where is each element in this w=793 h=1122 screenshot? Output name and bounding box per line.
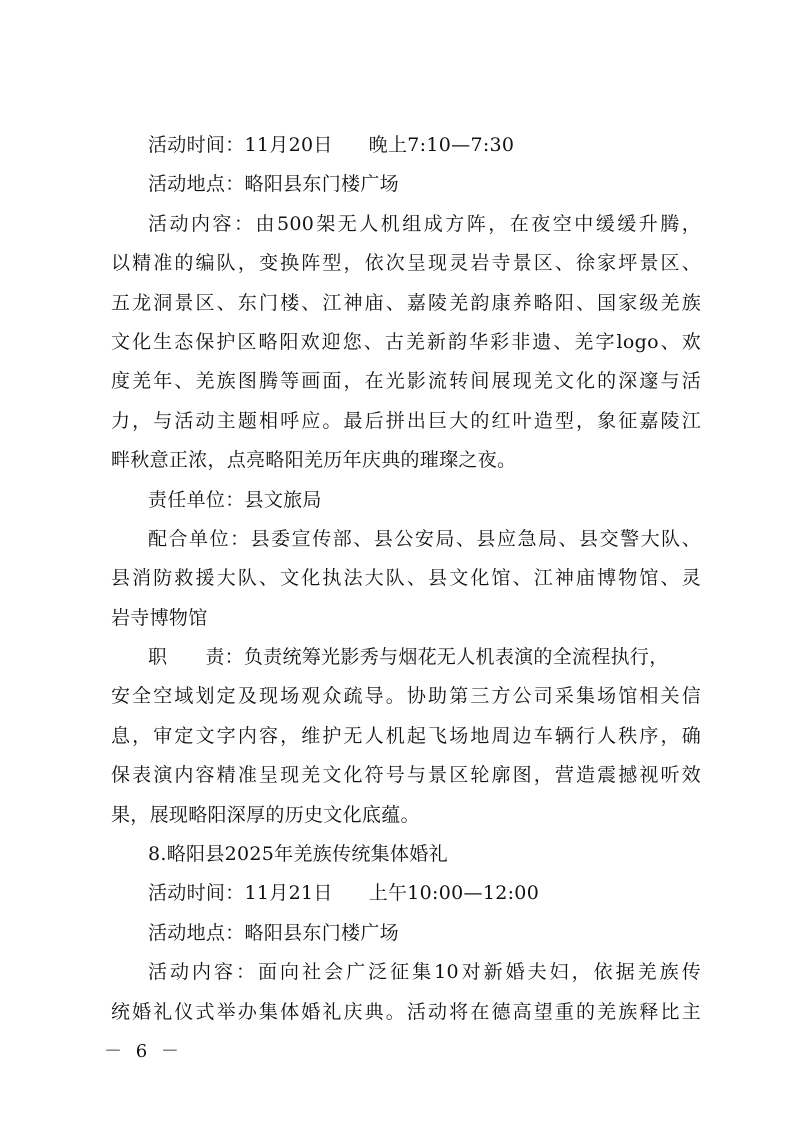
activity-time-clock: 上午10:00—12:00 <box>368 882 540 905</box>
activity-content-line: 五龙洞景区、东门楼、江神庙、嘉陵羌韵康养略阳、国家级羌族 <box>111 291 701 314</box>
activity-time-date: 11月20日 <box>244 134 333 156</box>
section-heading: 8.略阳县2025年羌族传统集体婚礼 <box>148 843 448 866</box>
activity-content-line: 统婚礼仪式举办集体婚礼庆典。活动将在德高望重的羌族释比主 <box>111 1000 701 1023</box>
responsible-unit-line <box>111 481 701 520</box>
activity-place-value: 略阳县东门楼广场 <box>244 173 399 196</box>
cooperating-unit-line: 县消防救援大队、文化执法大队、县文化馆、江神庙博物馆、灵 <box>111 567 701 590</box>
duty-line: 息，审定文字内容，维护无人机起飞场地周边车辆行人秩序，确 <box>111 724 701 747</box>
activity-content-line: 度羌年、羌族图腾等画面，在光影流转间展现羌文化的深邃与活 <box>111 370 701 393</box>
cooperating-unit-line: 配合单位：县委宣传部、县公安局、县应急局、县交警大队、 <box>148 527 701 550</box>
activity-time-line <box>111 126 701 165</box>
activity-place-label: 活动地点： <box>148 921 245 944</box>
activity-content-line: 活动内容：面向社会广泛征集10对新婚夫妇，依据羌族传 <box>148 961 701 984</box>
duty-line: 保表演内容精准呈现羌文化符号与景区轮廓图，营造震撼视听效 <box>111 764 701 787</box>
activity-place-label: 活动地点： <box>148 173 245 196</box>
duty-line: 安全空域划定及现场观众疏导。协助第三方公司采集场馆相关信 <box>111 685 701 708</box>
activity-content-line: 畔秋意正浓，点亮略阳羌历年庆典的璀璨之夜。 <box>111 449 517 472</box>
duty-label-part2: 责： <box>205 646 244 669</box>
duty-line: 果，展现略阳深厚的历史文化底蕴。 <box>111 803 420 826</box>
duty-text: 负责统筹光影秀与烟花无人机表演的全流程执行， <box>243 646 669 669</box>
activity-content-line: 以精准的编队，变换阵型，依次呈现灵岩寺景区、徐家坪景区、 <box>111 252 701 275</box>
activity-time-label: 活动时间： <box>148 134 245 156</box>
cooperating-unit-line: 岩寺博物馆 <box>111 606 208 629</box>
document-body <box>111 126 701 1032</box>
responsible-unit-value: 县文旅局 <box>244 488 322 511</box>
activity-place-line <box>111 165 701 204</box>
activity-place-value: 略阳县东门楼广场 <box>244 921 399 944</box>
activity-time-clock: 晚上7:10—7:30 <box>368 134 515 156</box>
activity-time-line <box>111 874 701 913</box>
duty-line <box>111 638 701 677</box>
activity-time-label: 活动时间： <box>148 882 245 905</box>
activity-time-date: 11月21日 <box>244 882 333 905</box>
responsible-unit-label: 责任单位： <box>148 488 245 511</box>
activity-content-line: 力，与活动主题相呼应。最后拼出巨大的红叶造型，象征嘉陵江 <box>111 409 701 432</box>
page-number: － 6 － <box>104 1041 183 1062</box>
activity-place-line <box>111 914 701 953</box>
activity-content-line: 活动内容：由500架无人机组成方阵，在夜空中缓缓升腾， <box>148 212 701 235</box>
activity-content-line: 文化生态保护区略阳欢迎您、古羌新韵华彩非遗、羌字logo、欢 <box>111 330 701 353</box>
duty-label-part1: 职 <box>148 646 168 669</box>
